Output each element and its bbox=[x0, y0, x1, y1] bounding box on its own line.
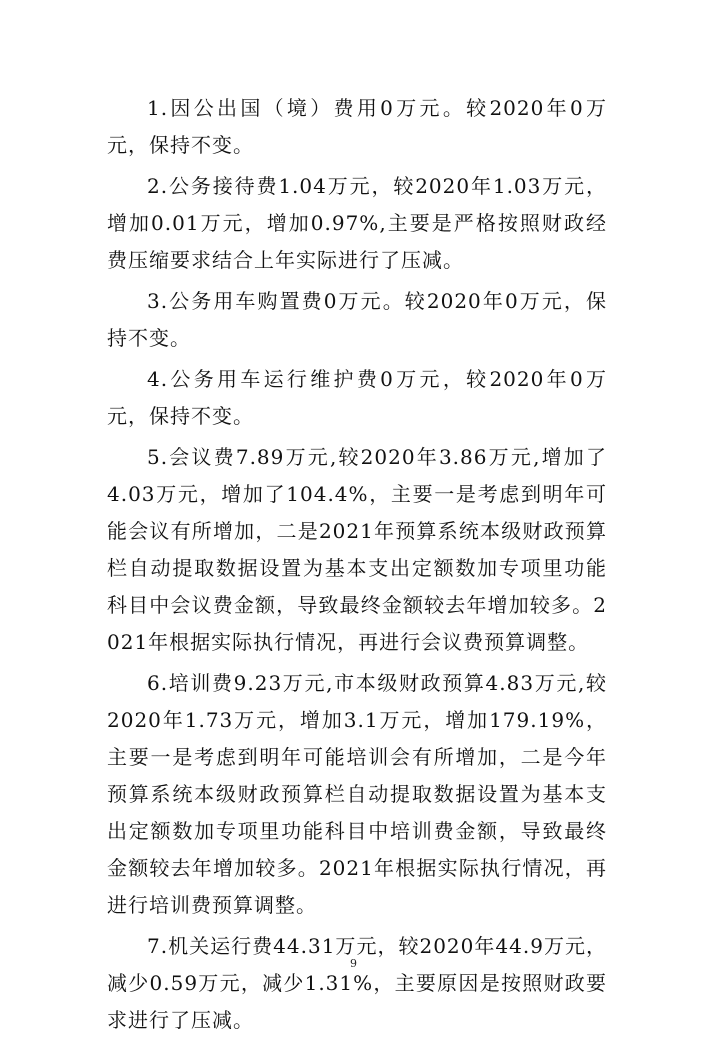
paragraph-1: 1.因公出国（境）费用0万元。较2020年0万元，保持不变。 bbox=[107, 96, 607, 157]
paragraph-3: 3.公务用车购置费0万元。较2020年0万元，保持不变。 bbox=[107, 289, 607, 350]
body-text bbox=[107, 90, 607, 1043]
paragraph-7: 7.机关运行费44.31万元，较2020年44.9万元，减少0.59万元，减少1.31%，主要原因是按照财政要求进行了压减。 bbox=[107, 934, 607, 1032]
paragraph-4: 4.公务用车运行维护费0万元，较2020年0万元，保持不变。 bbox=[107, 367, 607, 428]
paragraph-2: 2.公务接待费1.04万元，较2020年1.03万元，增加0.01万元，增加0.97%,主要是严格按照财政经费压缩要求结合上年实际进行了压减。 bbox=[107, 174, 607, 272]
paragraph-5: 5.会议费7.89万元,较2020年3.86万元,增加了4.03万元，增加了104.4%，主要一是考虑到明年可能会议有所增加，二是2021年预算系统本级财政预算栏自动提取数据设置为基本支出定额数加专项里功能科目中会议费金额，导致最终金额较去年增加较多。2021年根据实际执行情况，再进行会议费预算调整。 bbox=[107, 445, 607, 654]
paragraph-6: 6.培训费9.23万元,市本级财政预算4.83万元,较2020年1.73万元，增加3.1万元，增加179.19%，主要一是考虑到明年可能培训会有所增加，二是今年预算系统本级财政预算栏自动提取数据设置为基本支出定额数加专项里功能科目中培训费金额，导致最终金额较去年增加较多。2021年根据实际执行情况，再进行培训费预算调整。 bbox=[107, 671, 607, 917]
page-number: 9 bbox=[350, 957, 357, 970]
